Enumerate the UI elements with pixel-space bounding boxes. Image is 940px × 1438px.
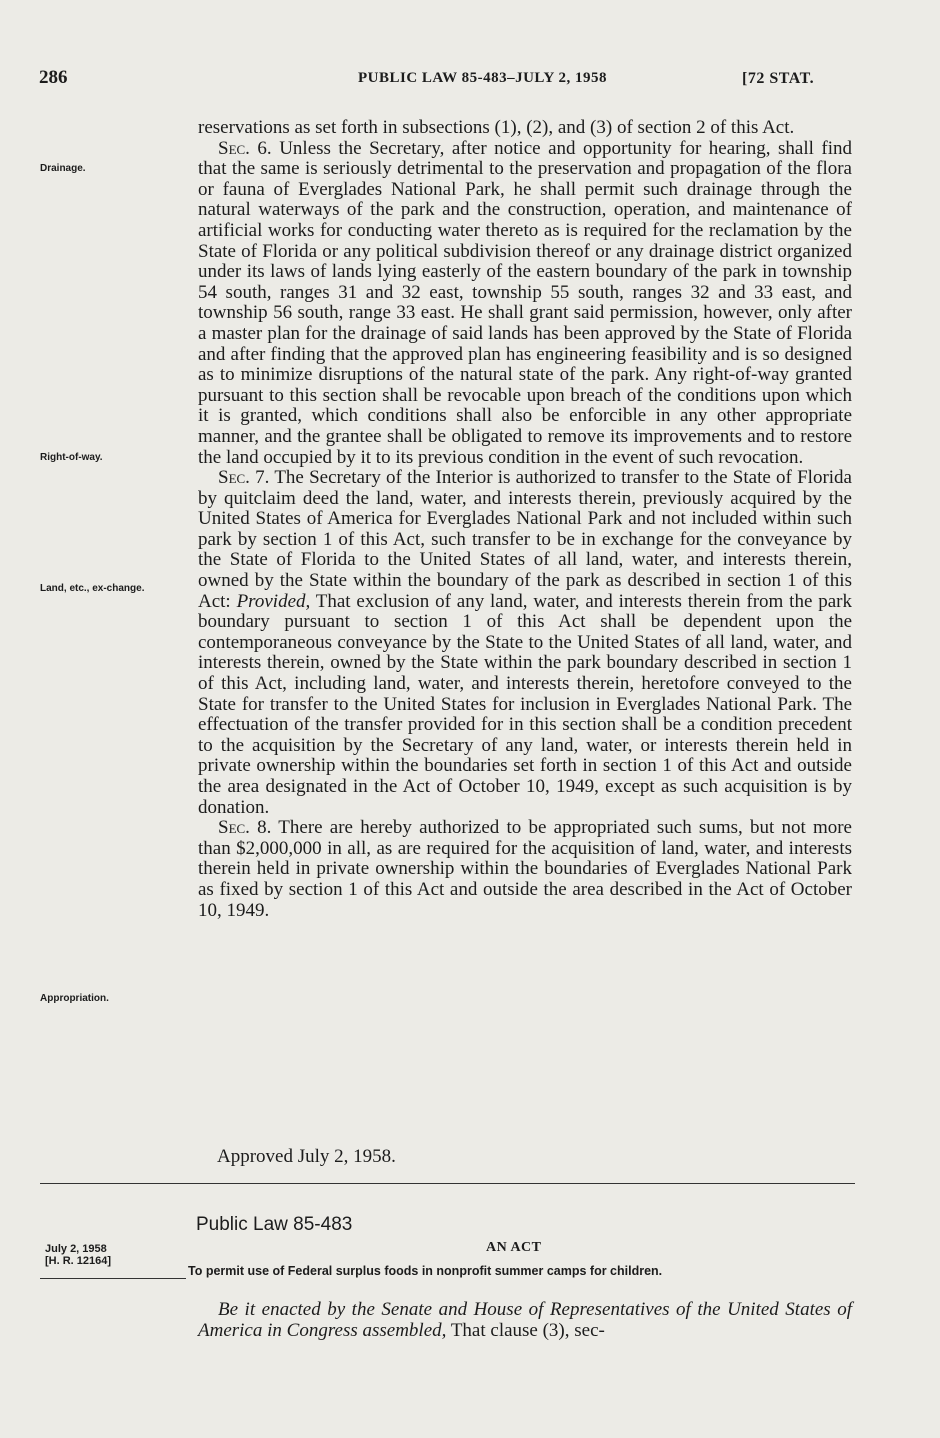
- section-7: [198, 468, 852, 818]
- section-7-text-b: That exclusion of any land, water, and interests therein from the park boundary pursuant to section 1 of this Act shall be dependent upon the contemporaneous conveyance by the State to the United States of all land, water, and interests therein, owned by the State within the park boundary described in section 1 of this Act, including land, water, and interests therein, heretofore conveyed to the State for transfer to the United States for inclusion in Everglades National Park. The effectuation of the transfer provided for in this section shall be a condition precedent to the acquisition by the Secretary of any land, water, or interests therein held in private ownership within the boundaries set forth in section 1 of this Act and outside the area designated in the Act of October 10, 1949, except as such acquisition is by donation.: [198, 590, 852, 818]
- act-date-block: [45, 1243, 111, 1267]
- enacting-clause: [198, 1300, 852, 1341]
- margin-note-land-exchange: Land, etc., ex-change.: [40, 583, 145, 594]
- section-6-label: Sec. 6.: [218, 137, 272, 159]
- act-date: July 2, 1958: [45, 1243, 107, 1255]
- page-number: 286: [39, 67, 68, 88]
- enacting-italic: Be it enacted by the Senate and House of Representatives of the United States of America in Congress assembled,: [198, 1299, 852, 1341]
- section-6-text: Unless the Secretary, after notice and opportunity for hearing, shall find that the same is seriously detrimental to the preservation and propagation of the flora or fauna of Everglades National Park, he shall permit such drainage through the natural waterways of the park and the construction, operation, and maintenance of artificial works for conducting water thereto as is required for the reclamation by the State of Florida or any political subdivision thereof or any drainage district organized under its laws of lands lying easterly of the eastern boundary of the park in township 54 south, ranges 31 and 32 east, township 55 south, ranges 32 and 33 east, and township 56 south, range 33 east. He shall grant said permission, however, only after a master plan for the drainage of said lands has been approved by the State of Florida and after finding that the approved plan has engineering feasibility and is so designed as to minimize disruptions of the natural state of the park. Any right-of-way granted pursuant to this section shall be revocable upon breach of the conditions upon which it is granted, which conditions shall also be enforcible in any other appropriate manner, and the grantee shall be obligated to remove its improvements and to restore the land occupied by it to its previous condition in the event of such revocation.: [198, 137, 853, 468]
- margin-note-right-of-way: Right-of-way.: [40, 452, 103, 463]
- section-7-label: Sec. 7.: [218, 467, 270, 489]
- section-6: [198, 139, 852, 469]
- margin-note-drainage: Drainage.: [40, 163, 86, 174]
- approval-line: Approved July 2, 1958.: [217, 1146, 396, 1167]
- body-text: [198, 118, 852, 921]
- stat-reference: [72 STAT.: [742, 70, 815, 87]
- date-block-rule: [40, 1278, 186, 1279]
- section-8: [198, 818, 852, 921]
- bill-number: [H. R. 12164]: [45, 1255, 112, 1267]
- running-head: PUBLIC LAW 85-483–JULY 2, 1958: [358, 70, 608, 86]
- section-8-text: There are hereby authorized to be appropriated such sums, but not more than $2,000,000 in all, as are required for the acquisition of land, water, and interests therein held in private ownership within the boundaries of Everglades National Park as fixed by section 1 of this Act and outside the area described in the Act of October 10, 1949.: [198, 817, 852, 921]
- section-divider: [40, 1183, 855, 1184]
- act-title: To permit use of Federal surplus foods in nonprofit summer camps for children.: [188, 1264, 663, 1278]
- public-law-number: Public Law 85-483: [196, 1214, 353, 1235]
- section-7-provided: Provided,: [236, 590, 311, 612]
- section-7-text-a: The Secretary of the Interior is authorized to transfer to the State of Florida by quitclaim deed the land, water, and interests therein, previously acquired by the United States of America for Everglades National Park and not included within such park by section 1 of this Act, such transfer to be in exchange for the conveyance by the State of Florida to the United States of all land, water, and interests therein, owned by the State within the boundary of the park as described in section 1 of this Act:: [198, 467, 852, 612]
- section-8-label: Sec. 8.: [218, 817, 272, 839]
- enacting-rest: That clause (3), sec-: [450, 1319, 605, 1341]
- continuation-paragraph: reservations as set forth in subsections (1), (2), and (3) of section 2 of this Act.: [198, 117, 795, 138]
- act-heading: AN ACT: [486, 1240, 542, 1255]
- margin-note-appropriation: Appropriation.: [40, 993, 109, 1004]
